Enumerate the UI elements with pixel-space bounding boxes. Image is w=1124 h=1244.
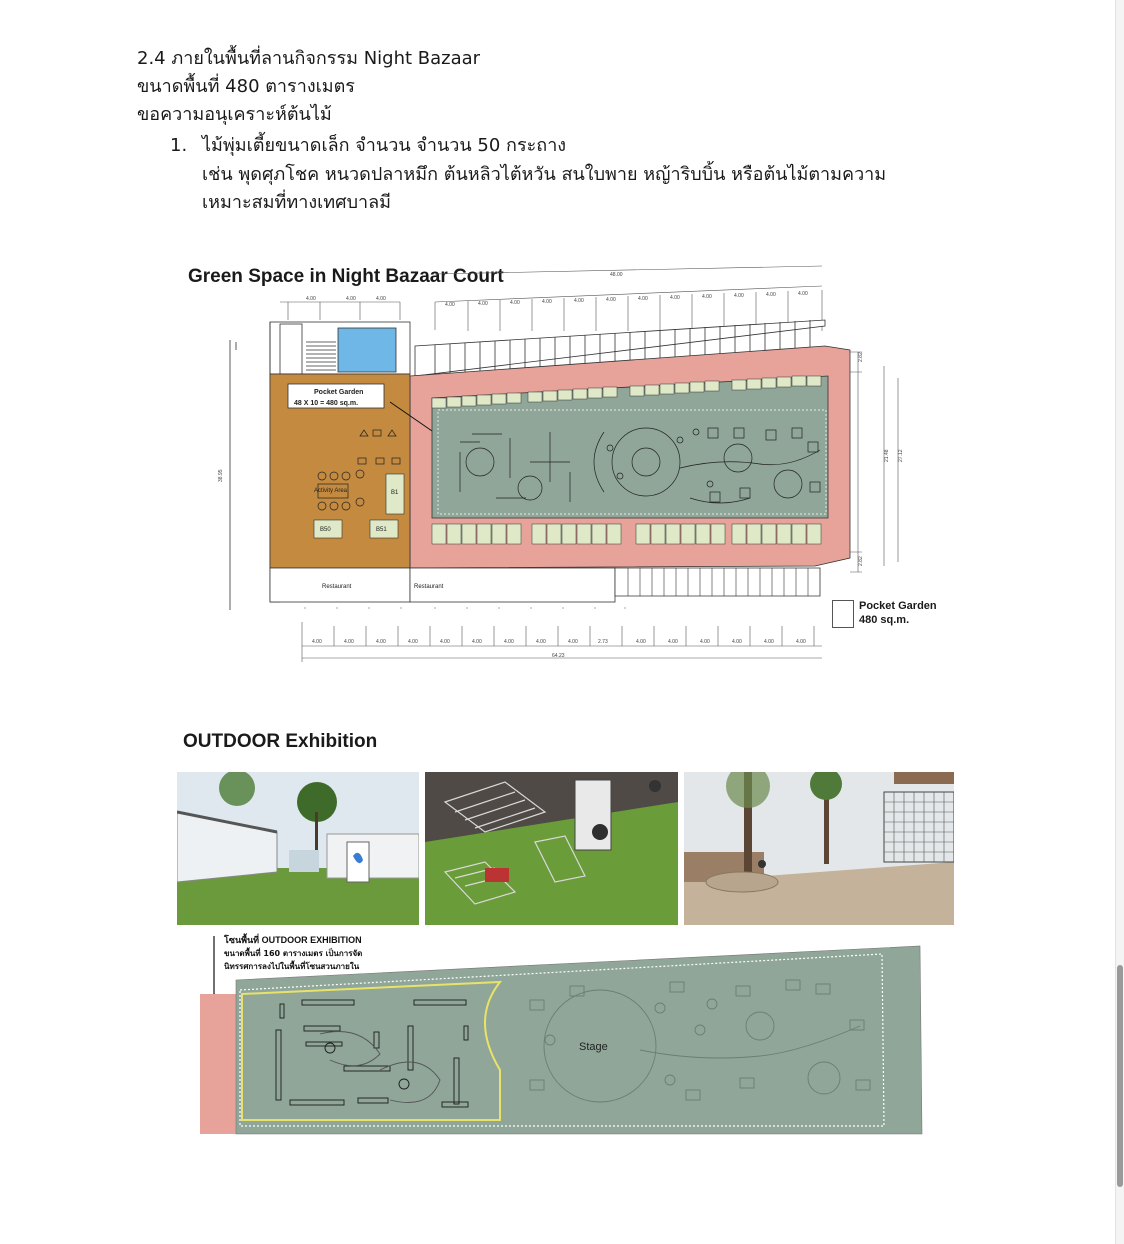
item-line-3: เหมาะสมที่ทางเทศบาลมี [202,192,392,213]
dim-label: 4.00 [312,639,322,645]
side-dim: 21.48 [884,449,890,462]
dim-label: 4.00 [606,297,616,303]
render-photo-3 [684,772,954,925]
bottom-stalls [615,568,820,596]
dim-label: 4.00 [702,294,712,300]
dim-label: 4.00 [346,296,356,302]
pocket-garden-dims: 48 X 10 = 480 sq.m. [294,400,359,407]
dim-label: 4.00 [766,292,776,298]
scrollbar-thumb[interactable] [1117,965,1123,1187]
stall-b50-label: B50 [320,527,331,533]
section-heading: 2.4 ภายในพื้นที่ลานกิจกรรม Night Bazaar [137,48,481,69]
dim-label: 4.00 [796,639,806,645]
exhibition-note-line-3: นิทรรศการลงไปในพื้นที่โซนสวนภายใน [224,962,360,971]
plan-title: Green Space in Night Bazaar Court [188,266,504,287]
dim-label: 4.00 [734,293,744,299]
dim-label: 4.00 [445,302,455,308]
exhibition-green-area [236,946,922,1134]
green-garden [432,376,828,518]
side-dim: 2.82 [858,352,864,362]
area-line: ขนาดพื้นที่ 480 ตารางเมตร [137,76,355,97]
dim-label: 4.00 [636,639,646,645]
dim-label: 4.00 [376,296,386,302]
right-dimension-lines [850,352,898,572]
side-dim: 27.12 [898,449,904,462]
stall-b51-label: B51 [376,527,387,533]
dim-label: 4.00 [798,291,808,297]
plan-legend [832,600,942,630]
restaurant-label: Restaurant [414,584,444,590]
dim-label: 4.00 [638,296,648,302]
dim-label: 4.00 [668,639,678,645]
stall-b1-label: B1 [391,490,399,496]
bottom-dimension-labels [312,639,806,659]
legend-area: 480 sq.m. [859,614,910,626]
dim-label: 4.00 [764,639,774,645]
dim-label: 4.00 [440,639,450,645]
bottom-total-dim: 64.23 [552,653,565,659]
dim-label: 4.00 [472,639,482,645]
legend-swatch [832,600,854,628]
pool-area [338,328,396,372]
pocket-garden-label: Pocket Garden [314,389,364,396]
stage-label: Stage [579,1041,608,1053]
dim-label: 4.00 [574,298,584,304]
dim-label-odd: 2.73 [598,639,608,645]
dim-label: 4.00 [504,639,514,645]
dim-label: 4.00 [700,639,710,645]
side-dim: 38.95 [218,469,224,482]
top-total-dim: 48.00 [610,272,623,278]
dim-label: 4.00 [732,639,742,645]
exhibition-note-line-1: โซนพื้นที่ OUTDOOR EXHIBITION [224,935,362,945]
top-dimension-labels [306,272,808,308]
dim-label: 4.00 [408,639,418,645]
dim-label: 4.00 [478,301,488,307]
dim-label: 4.00 [510,300,520,306]
render-photo-1 [177,772,419,925]
dim-label: 4.00 [344,639,354,645]
exhibition-pink-edge [200,994,236,1134]
dim-label: 4.00 [306,296,316,302]
item-line-2: เช่น พุดศุภโชค หนวดปลาหมึก ต้นหลิวไต้หวัน สนใบพาย หญ้าริบบิ้น หรือต้นไม้ตามความ [202,164,887,185]
restaurant-label: Restaurant [322,584,352,590]
dim-label: 4.00 [536,639,546,645]
exhibition-title: OUTDOOR Exhibition [183,731,378,752]
dim-label: 4.00 [376,639,386,645]
activity-area-label: Activity Area [314,488,348,494]
item-line-1: ไม้พุ่มเตี้ยขนาดเล็ก จำนวน จำนวน 50 กระถาง [202,135,567,156]
render-photo-2 [425,772,678,925]
item-number: 1. [170,135,188,156]
dim-label: 4.00 [670,295,680,301]
analysis-line: ขอความอนุเคราะห์ต้นไม้ [137,104,332,125]
exhibition-note-line-2: ขนาดพื้นที่ 160 ตารางเมตร เป็นการจัด [224,949,363,958]
side-dim: 2.82 [858,556,864,566]
legend-label: Pocket Garden [859,600,937,612]
exhibition-plan [200,930,925,1135]
dim-label: 4.00 [568,639,578,645]
dim-label: 4.00 [542,299,552,305]
